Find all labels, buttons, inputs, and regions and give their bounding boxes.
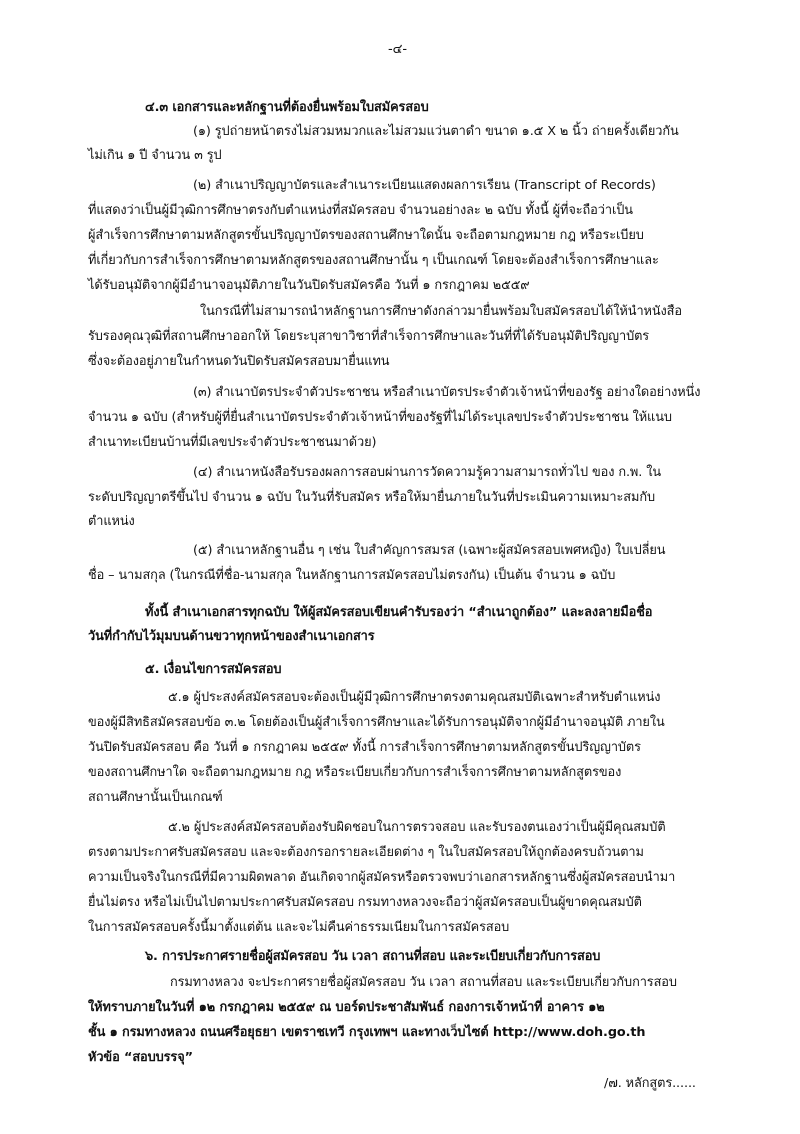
text-line: ซึ่งจะต้องอยู่ภายในกำหนดวันปิดรับสมัครสอบมายื่นแทน [88,354,390,369]
text-line: ในการสมัครสอบครั้งนี้มาตั้งแต่ต้น และจะไม่คืนค่าธรรมเนียมในการสมัครสอบ [88,920,510,935]
text-line: รับรองคุณวุฒิที่สถานศึกษาออกให้ โดยระบุสาขาวิชาที่สำเร็จการศึกษาและวันที่ที่ได้รับอนุมัติปริญญาบัตร [88,329,650,344]
text-line: ยื่นไม่ตรง หรือไม่เป็นไปตามประกาศรับสมัครสอบ กรมทางหลวงจะถือว่าผู้สมัครสอบเป็นผู้ขาดคุณสมบัติ [88,895,642,910]
text-line: (๓) สำเนาบัตรประจำตัวประชาชน หรือสำเนาบัตรประจำตัวเจ้าหน้าที่ของรัฐ อย่างใดอย่างหนึ่ง [193,385,701,400]
text-line: ผู้สำเร็จการศึกษาตามหลักสูตรขั้นปริญญาบัตรของสถานศึกษาใดนั้น จะถือตามกฎหมาย กฎ หรือระเบียบ [88,228,644,243]
text-line: ชั้น ๑ กรมทางหลวง ถนนศรีอยุธยา เขตราชเทวี กรุงเทพฯ และทางเว็บไซต์ http://www.doh.go.th [88,1025,646,1040]
text-line: ตรงตามประกาศรับสมัครสอบ และจะต้องกรอกรายละเอียดต่าง ๆ ในใบสมัครสอบให้ถูกต้องครบถ้วนตาม [88,845,644,860]
text-line: ระดับปริญญาตรีขึ้นไป จำนวน ๑ ฉบับ ในวันที่รับสมัคร หรือให้มายื่นภายในวันที่ประเมินความเหมาะสมกับ [88,490,655,505]
text-line: ๖. การประกาศรายชื่อผู้สมัครสอบ วัน เวลา สถานที่สอบ และระเบียบเกี่ยวกับการสอบ [145,949,601,964]
text-line: กรมทางหลวง จะประกาศรายชื่อผู้สมัครสอบ วัน เวลา สถานที่สอบ และระเบียบเกี่ยวกับการสอบ [170,975,677,990]
text-line: (๒) สำเนาปริญญาบัตรและสำเนาระเบียนแสดงผลการเรียน (Transcript of Records) [193,178,656,193]
text-line: ตำแหน่ง [88,514,135,529]
text-line: หัวข้อ “สอบบรรจุ” [88,1050,193,1065]
text-line: (๔) สำเนาหนังสือรับรองผลการสอบผ่านการวัดความรู้ความสามารถทั่วไป ของ ก.พ. ใน [193,465,662,480]
text-line: ๔.๓ เอกสารและหลักฐานที่ต้องยื่นพร้อมใบสมัครสอบ [145,100,429,115]
text-line: ความเป็นจริงในกรณีที่มีความผิดพลาด อันเกิดจากผู้สมัครหรือตรวจพบว่าเอกสารหลักฐานซึ่งผู้สมัครสอบนำมา [88,870,676,885]
text-line: ที่เกี่ยวกับการสำเร็จการศึกษาตามหลักสูตรของสถานศึกษานั้น ๆ เป็นเกณฑ์ โดยจะต้องสำเร็จการศึกษาและ [88,253,659,268]
page-number: -๔- [388,42,407,57]
text-line: ได้รับอนุมัติจากผู้มีอำนาจอนุมัติภายในวันปิดรับสมัครคือ วันที่ ๑ กรกฎาคม ๒๕๕๙ [88,278,530,293]
text-line: สถานศึกษานั้นเป็นเกณฑ์ [88,790,223,805]
text-line: ๕.๒ ผู้ประสงค์สมัครสอบต้องรับผิดชอบในการตรวจสอบ และรับรองตนเองว่าเป็นผู้มีคุณสมบัติ [168,820,666,835]
text-line: วันที่กำกับไว้มุมบนด้านขวาทุกหน้าของสำเนาเอกสาร [88,629,375,644]
text-line: ในกรณีที่ไม่สามารถนำหลักฐานการศึกษาดังกล่าวมายื่นพร้อมใบสมัครสอบได้ให้นำหนังสือ [200,304,682,319]
text-line: ๕.๑ ผู้ประสงค์สมัครสอบจะต้องเป็นผู้มีวุฒิการศึกษาตรงตามคุณสมบัติเฉพาะสำหรับตำแหน่ง [168,690,661,705]
text-line: (๑) รูปถ่ายหน้าตรงไม่สวมหมวกและไม่สวมแว่นตาดำ ขนาด ๑.๕ X ๒ นิ้ว ถ่ายครั้งเดียวกัน [193,124,679,139]
text-line: วันปิดรับสมัครสอบ คือ วันที่ ๑ กรกฎาคม ๒๕๕๙ ทั้งนี้ การสำเร็จการศึกษาตามหลักสูตรขั้นปริญญาบัตร [88,740,641,755]
text-line: ให้ทราบภายในวันที่ ๑๒ กรกฎาคม ๒๕๕๙ ณ บอร์ดประชาสัมพันธ์ กองการเจ้าหน้าที่ อาคาร ๑๒ [88,1000,605,1015]
text-line: ทั้งนี้ สำเนาเอกสารทุกฉบับ ให้ผู้สมัครสอบเขียนคำรับรองว่า “สำเนาถูกต้อง” และลงลายมือชื่อ [145,605,653,620]
text-line: จำนวน ๑ ฉบับ (สำหรับผู้ที่ยื่นสำเนาบัตรประจำตัวเจ้าหน้าที่ของรัฐที่ไม่ได้ระบุเลขประจำตัวประชาชน ให้แนบ [88,410,672,425]
text-line: ที่แสดงว่าเป็นผู้มีวุฒิการศึกษาตรงกับตำแหน่งที่สมัครสอบ จำนวนอย่างละ ๒ ฉบับ ทั้งนี้ ผู้ที่จะถือว่าเป็น [88,203,633,218]
text-line: ไม่เกิน ๑ ปี จำนวน ๓ รูป [88,148,222,163]
text-line: สำเนาทะเบียนบ้านที่มีเลขประจำตัวประชาชนมาด้วย) [88,435,377,450]
text-line: ชื่อ – นามสกุล (ในกรณีที่ชื่อ-นามสกุล ในหลักฐานการสมัครสอบไม่ตรงกัน) เป็นต้น จำนวน ๑ ฉบับ [88,568,616,583]
footer-continuation: /๗. หลักสูตร...... [604,1076,696,1091]
text-line: ของผู้มีสิทธิสมัครสอบข้อ ๓.๒ โดยต้องเป็นผู้สำเร็จการศึกษาและได้รับการอนุมัติจากผู้มีอำนาจอนุมัติ ภายใน [88,715,665,730]
text-line: ๕. เงื่อนไขการสมัครสอบ [145,662,282,677]
text-line: ของสถานศึกษาใด จะถือตามกฎหมาย กฎ หรือระเบียบเกี่ยวกับการสำเร็จการศึกษาตามหลักสูตรของ [88,765,622,780]
text-line: (๕) สำเนาหลักฐานอื่น ๆ เช่น ใบสำคัญการสมรส (เฉพาะผู้สมัครสอบเพศหญิง) ใบเปลี่ยน [193,543,666,558]
